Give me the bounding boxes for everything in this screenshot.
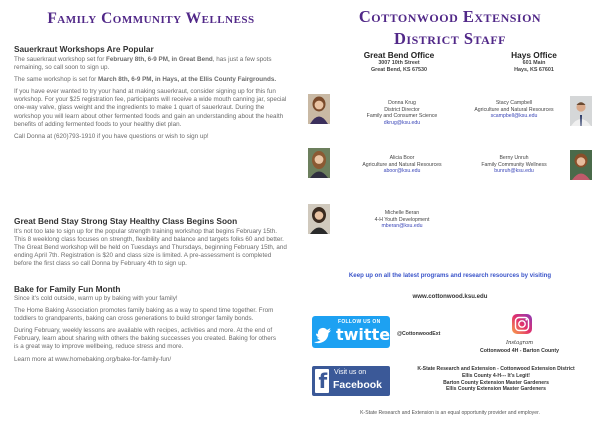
sauerkraut-p1-c: , has just a few spots remaining, so call soon to sign up.	[14, 56, 272, 72]
stacy-photo	[570, 96, 592, 126]
donna-photo	[308, 94, 330, 124]
facebook-badge[interactable]	[312, 366, 390, 396]
staff-title-line2: District Staff	[393, 29, 506, 48]
berny-name: Berny Unruh	[499, 155, 529, 161]
sauerkraut-p2	[14, 76, 288, 84]
sauerkraut-section	[14, 44, 288, 145]
hays-city: Hays, KS 67601	[514, 67, 554, 73]
donna-name: Donna Krug	[388, 100, 416, 106]
bake-heading: Bake for Family Fun Month	[14, 284, 121, 294]
michelle-card	[352, 210, 452, 230]
hays-office	[484, 50, 584, 74]
stay-strong-heading: Great Bend Stay Strong Stay Healthy Class Begins Soon	[14, 216, 238, 226]
great-bend-street: 3007 10th Street	[378, 60, 420, 66]
alicia-photo	[308, 148, 330, 178]
stay-strong-p1: It's not too late to sign up for the popular strength training workshop that begins February 15th. This 8 weeklong class focuses on strength, flexibility and balance and targets folks 60 and better. The Great Bend workshop will be held on Tuesdays and Thursdays, beginning February 15th, and ending April 7th. Registration is $20 and class size is limited. A pre-assessment is completed before the first class so call Donna by February 4th to sign up.	[14, 228, 287, 268]
facebook-f-icon: f	[315, 369, 329, 393]
great-bend-office	[336, 50, 462, 74]
michelle-name: Michelle Beran	[384, 210, 420, 216]
facebook-pages-list	[398, 366, 594, 393]
hays-street: 601 Main	[522, 60, 546, 66]
alicia-role1: Agriculture and Natural Resources	[362, 161, 442, 168]
berny-role1: Family Community Wellness	[481, 161, 547, 168]
instagram-icon[interactable]	[511, 313, 533, 335]
sauerkraut-p2-b: March 8th, 6-9 PM, in Hays, at the Ellis County Fairgrounds.	[98, 76, 277, 84]
michelle-photo	[308, 204, 330, 234]
twitter-wordmark: twitter	[336, 325, 398, 344]
facebook-page-item[interactable]: Barton County Extension Master Gardeners	[443, 379, 549, 386]
great-bend-city: Great Bend, KS 67530	[370, 67, 428, 73]
newsletter-title: Family Community Wellness	[47, 10, 255, 27]
sauerkraut-p1	[14, 56, 288, 72]
twitter-follow-text: FOLLOW US ON	[338, 319, 381, 325]
keep-up-text: Keep up on all the latest programs and research resources by visiting	[348, 272, 552, 279]
alicia-name: Alicia Boor	[389, 155, 415, 161]
alicia-card	[352, 155, 452, 175]
website-link[interactable]: www.cottonwood.ksu.edu	[412, 293, 488, 300]
berny-email[interactable]: bunruh@ksu.edu	[494, 168, 534, 175]
right-column	[300, 0, 600, 424]
twitter-badge[interactable]	[312, 316, 398, 348]
staff-title-line1: Cottonwood Extension	[358, 7, 542, 26]
facebook-page-item[interactable]: Ellis County Extension Master Gardeners	[446, 386, 546, 393]
equal-opportunity-footer: K-State Research and Extension is an equal opportunity provider and employer.	[360, 410, 540, 416]
facebook-visit-text: Visit us on	[334, 369, 367, 376]
donna-role2: Family and Consumer Science	[366, 113, 438, 120]
stacy-email[interactable]: scampbell@ksu.edu	[490, 113, 538, 120]
hays-office-name: Hays Office	[511, 50, 557, 60]
alicia-email[interactable]: aboor@ksu.edu	[383, 168, 421, 175]
michelle-role1: 4-H Youth Development	[374, 216, 430, 223]
sauerkraut-p4: Call Donna at (620)793-1910 if you have questions or wish to sign up!	[14, 132, 209, 140]
donna-card	[352, 100, 452, 126]
bake-p4[interactable]: Learn more at www.homebaking.org/bake-for-family-fun/	[14, 355, 172, 363]
stay-strong-section	[14, 216, 288, 272]
staff-title	[308, 6, 592, 50]
donna-role1: District Director	[384, 106, 420, 113]
donna-email[interactable]: dkrug@ksu.edu	[383, 119, 421, 126]
stacy-card	[462, 100, 566, 120]
bake-p2: The Home Baking Association promotes family baking as a way to spend time together. From toddlers to grandparents, baking can cross generations to build stronger family bonds.	[14, 307, 274, 323]
bake-section	[14, 284, 282, 368]
berny-card	[462, 155, 566, 175]
sauerkraut-p1-a: The sauerkraut workshop set for	[14, 56, 107, 63]
facebook-page-item[interactable]: K-State Research and Extension - Cottonwood Extension District	[417, 366, 575, 372]
sauerkraut-heading: Sauerkraut Workshops Are Popular	[14, 44, 154, 54]
instagram-wordmark: Instagram	[506, 340, 534, 346]
facebook-page-item[interactable]: Ellis County 4-H--- It's Legit!	[462, 372, 530, 379]
sauerkraut-p1-b: February 8th, 6-9 PM, in Great Bend	[106, 56, 213, 63]
michelle-email[interactable]: mberan@ksu.edu	[381, 223, 423, 230]
twitter-handle[interactable]: @CottonwoodExt	[397, 331, 441, 337]
stacy-name: Stacy Campbell	[495, 100, 533, 106]
sauerkraut-p3: If you have ever wanted to try your hand at making sauerkraut, consider signing up for this fun workshop. For your $25 registration fee, participants will receive a wide mouth canning jar, special one-way valve, glass weight and the ingredients to make 1 quart of sauerkraut. During the workshop you will learn about other fermented foods and gain an understanding about the health benefits of adding fermented foods to your healthy diet plan.	[14, 88, 287, 128]
stacy-role1: Agriculture and Natural Resources	[474, 106, 554, 113]
berny-photo	[570, 150, 592, 180]
bake-p1: Since it's cold outside, warm up by baking with your family!	[14, 295, 178, 302]
instagram-account-name[interactable]: Cottonwood 4H - Barton County	[480, 348, 559, 354]
sauerkraut-p2-a: The same workshop is set for	[14, 76, 98, 84]
great-bend-office-name: Great Bend Office	[363, 50, 435, 60]
bake-p3: During February, weekly lessons are available with recipes, activities and more. At the end of February, learn about sharing with others the baking successes you created. Baking for others is a great way to improve wellbeing, reduce stress and more.	[14, 327, 277, 351]
facebook-wordmark: Facebook	[333, 379, 383, 391]
